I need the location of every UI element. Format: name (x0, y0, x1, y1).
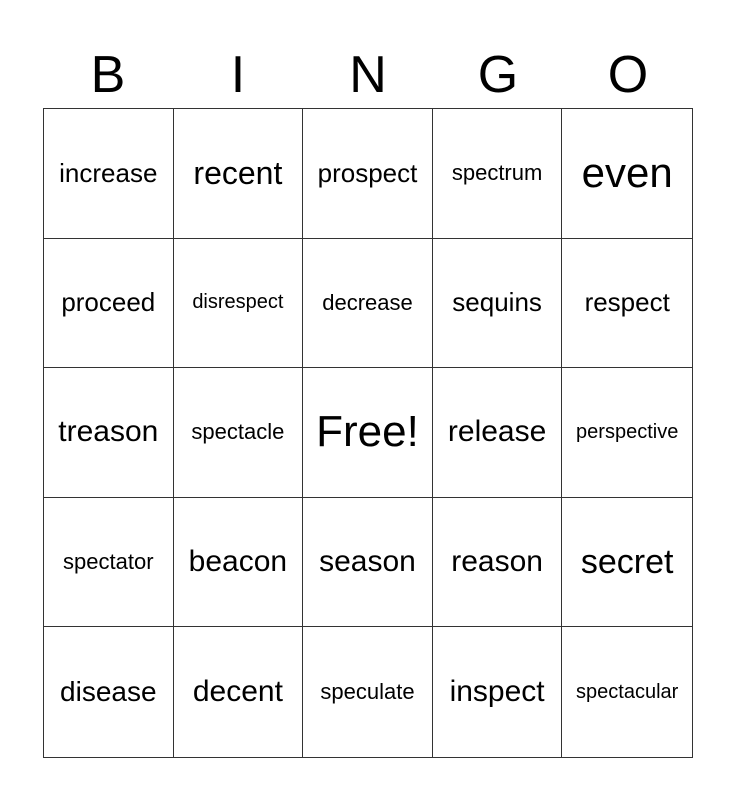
bingo-cell[interactable]: spectacular (576, 680, 679, 703)
bingo-cell[interactable]: even (562, 109, 692, 239)
bingo-cell[interactable]: decrease (303, 239, 433, 369)
bingo-cell[interactable]: spectrum (433, 109, 563, 239)
bingo-cell[interactable]: release (433, 368, 563, 498)
bingo-cell[interactable]: disrespect (174, 239, 304, 369)
bingo-cell[interactable]: treason (44, 368, 174, 498)
bingo-cell[interactable]: decent (174, 627, 304, 757)
bingo-grid (43, 108, 693, 758)
bingo-cell[interactable]: increase (44, 109, 174, 239)
bingo-cell[interactable]: inspect (433, 627, 563, 757)
bingo-cell[interactable]: spectacle (174, 368, 304, 498)
header-letter-b: B (90, 46, 126, 104)
header-letter-o: O (607, 46, 649, 104)
bingo-cell[interactable]: prospect (303, 109, 433, 239)
bingo-cell[interactable]: proceed (44, 239, 174, 369)
bingo-cell[interactable]: spectator (44, 498, 174, 628)
bingo-cell[interactable]: beacon (174, 498, 304, 628)
bingo-cell[interactable]: speculate (303, 627, 433, 757)
bingo-cell[interactable]: respect (562, 239, 692, 369)
free-space-cell[interactable]: Free! (303, 368, 433, 498)
header-letter-n: N (349, 46, 387, 104)
bingo-cell[interactable]: perspective (562, 368, 692, 498)
header-letter-i: I (230, 46, 246, 104)
bingo-cell[interactable]: disease (44, 627, 174, 757)
bingo-cell[interactable]: secret (562, 498, 692, 628)
bingo-cell[interactable]: season (303, 498, 433, 628)
bingo-cell[interactable]: reason (433, 498, 563, 628)
header-letter-g: G (477, 46, 519, 104)
bingo-header (43, 42, 693, 108)
bingo-cell[interactable]: sequins (433, 239, 563, 369)
bingo-cell[interactable]: recent (174, 109, 304, 239)
